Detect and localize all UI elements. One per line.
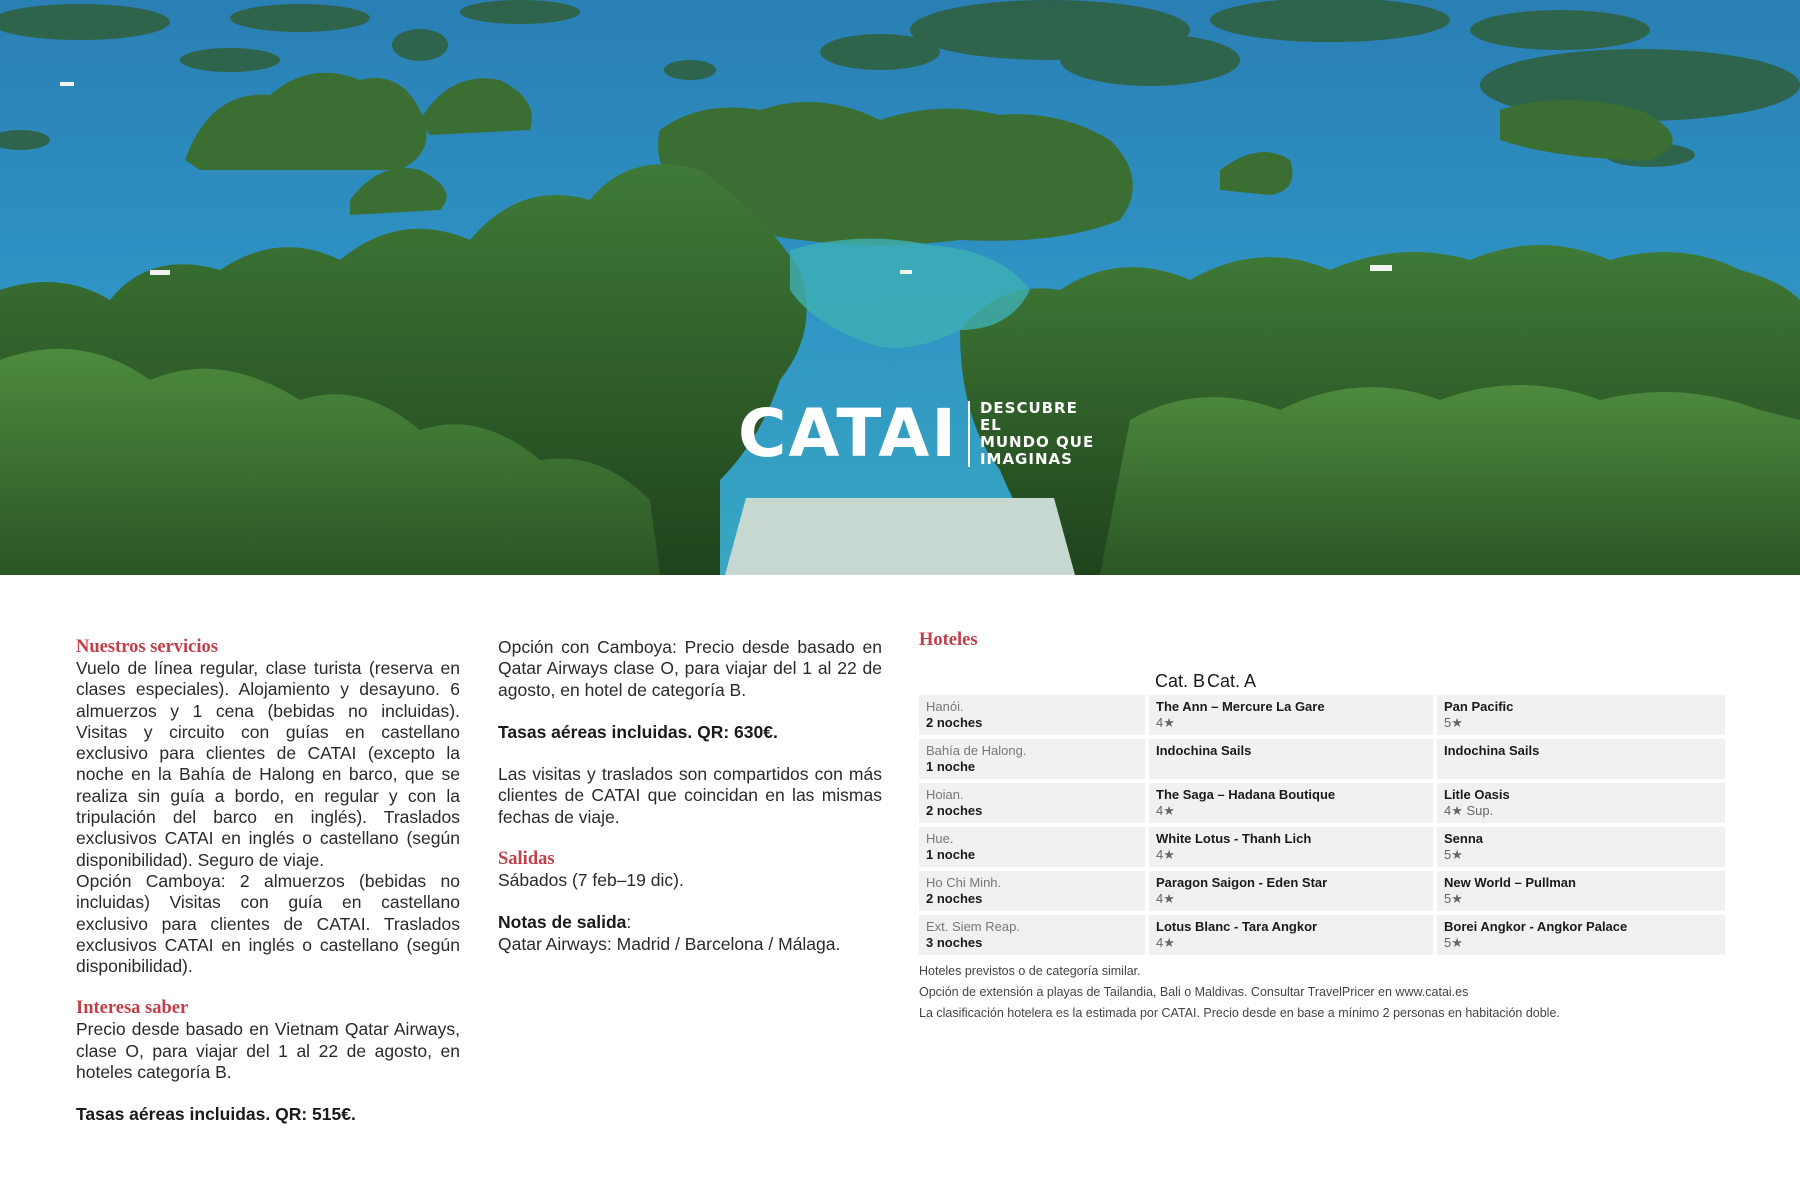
col-header-cat-a: Cat. A [1207,671,1257,691]
hotel-stars: 5★ [1444,846,1463,862]
catai-logo: CATAI [738,401,970,467]
hotel-cat-a-cell [1437,827,1725,867]
hotel-name: Borei Angkor - Angkor Palace [1444,919,1628,934]
city-nights: 2 noches [926,802,983,818]
city-nights: 1 noche [926,758,976,774]
notas-text: Qatar Airways: Madrid / Barcelona / Málaga. [498,933,841,954]
hotel-stars: 4★ [1156,802,1175,818]
hotel-name: Litle Oasis [1444,787,1510,802]
hotel-stars: 4★ [1156,890,1175,906]
tasas-text: Tasas aéreas incluidas. QR: 515€. [76,1104,356,1125]
notas-title: Notas de salida [498,912,627,933]
notas-heading [498,912,882,933]
hotel-name: White Lotus - Thanh Lich [1156,831,1312,846]
city-cell [919,783,1145,823]
city-name: Bahía de Halong. [926,743,1027,758]
city-name: Hoian. [926,787,964,802]
hotel-name: Pan Pacific [1444,699,1514,714]
column-options [498,637,882,955]
hotel-name: The Ann – Mercure La Gare [1156,699,1325,714]
note-line: La clasificación hotelera es la estimada por CATAI. Precio desde en base a mínimo 2 personas en habitación doble. [919,1006,1560,1020]
hotels-section [919,630,1725,1024]
salidas-text: Sábados (7 feb–19 dic). [498,870,684,891]
hotel-cat-a-cell [1437,915,1725,955]
notas-colon: : [626,912,632,933]
hotel-stars: 4★ Sup. [1444,802,1494,818]
hotel-name: Indochina Sails [1444,743,1540,758]
note-line: Opción de extensión a playas de Tailandia, Bali o Maldivas. Consultar TravelPricer en www.catai.es [919,985,1469,999]
hero-photo [0,0,1800,575]
hotels-table-body [919,695,1725,955]
note-line: Hoteles previstos o de categoría similar. [919,964,1141,978]
hotel-stars: 4★ [1156,714,1175,730]
tagline-line: IMAGINAS [979,450,1073,468]
opcion-camboya-text: Opción con Camboya: Precio desde basado en Qatar Airways clase O, para viajar del 1 al 22 de agosto, en hotel de categoría B. [498,637,882,700]
table-row [919,783,1725,823]
tagline-line: MUNDO QUE [979,433,1095,451]
hotel-cat-a-cell [1437,739,1725,779]
col-header-cat-b: Cat. B [1155,671,1206,691]
hotel-stars: 5★ [1444,890,1463,906]
catai-brand [738,395,1100,472]
table-row [919,871,1725,911]
city-cell [919,739,1145,779]
hotel-name: Indochina Sails [1156,743,1252,758]
hotels-title: Hoteles [919,630,978,650]
tasas-text: Tasas aéreas incluidas. QR: 630€. [498,721,778,742]
city-nights: 3 noches [926,934,983,950]
hotels-notes [919,961,1725,1024]
table-row [919,695,1725,735]
city-name: Hue. [926,831,954,846]
camboya-text: Opción Camboya: 2 almuerzos (bebidas no incluidas) Visitas con guía en castellano exclusivo para clientes de CATAI. Traslados exclusivos CATAI en inglés o castellano (según disponibilidad). [76,870,460,977]
visitas-text: Las visitas y traslados son compartidos con más clientes de CATAI que coincidan en las mismas fechas de viaje. [498,764,882,827]
hotels-table-header [919,671,1725,695]
column-services [76,637,460,1126]
city-nights: 2 noches [926,890,983,906]
city-cell [919,871,1145,911]
hotel-name: Senna [1444,831,1484,846]
decorative-tab-shape [725,498,1075,575]
city-cell [919,827,1145,867]
interesa-text: Precio desde basado en Vietnam Qatar Airways, clase O, para viajar del 1 al 22 de agosto, en hoteles categoría B. [76,1019,460,1083]
hotel-name: Lotus Blanc - Tara Angkor [1156,919,1318,934]
hotel-cat-a-cell [1437,783,1725,823]
city-name: Ext. Siem Reap. [926,919,1020,934]
halong-bay-landscape [0,0,1800,575]
city-cell [919,695,1145,735]
table-row [919,915,1725,955]
servicios-title: Nuestros servicios [76,637,218,657]
hotel-stars: 4★ [1156,934,1175,950]
hotel-stars: 5★ [1444,934,1463,950]
hotel-cat-b-cell [1149,739,1433,779]
table-row [919,827,1725,867]
city-nights: 2 noches [926,714,983,730]
hotel-name: Paragon Saigon - Eden Star [1156,875,1328,890]
brand-tagline [970,400,1100,468]
hotel-cat-b-cell [1149,871,1433,911]
city-cell [919,915,1145,955]
city-nights: 1 noche [926,846,976,862]
city-name: Hanói. [926,699,964,714]
hotel-name: New World – Pullman [1444,875,1576,890]
hotel-name: The Saga – Hadana Boutique [1156,787,1336,802]
hotel-cat-b-cell [1149,695,1433,735]
salidas-title: Salidas [498,849,555,870]
servicios-text: Vuelo de línea regular, clase turista (reserva en clases especiales). Alojamiento y desayuno. 6 almuerzos y 1 cena (bebidas no incluidas). Visitas y circuito con guías en castellano exclusivo para clientes de CATAI (excepto la noche en la Bahía de Halong en barco, que se realiza sin guía a bordo, en regular y con la tripulación del barco en inglés). Traslados exclusivos CATAI en inglés o castellano (según disponibilidad). Seguro de viaje. [76,658,460,870]
hotel-stars: 4★ [1156,846,1175,862]
table-row [919,739,1725,779]
tagline-line: DESCUBRE EL [979,399,1078,434]
city-name: Ho Chi Minh. [926,875,1002,890]
interesa-title: Interesa saber [76,998,189,1019]
hotel-stars: 5★ [1444,714,1463,730]
hotel-cat-b-cell [1149,915,1433,955]
hotel-cat-b-cell [1149,827,1433,867]
hotel-cat-a-cell [1437,871,1725,911]
hotel-cat-b-cell [1149,783,1433,823]
hotel-cat-a-cell [1437,695,1725,735]
